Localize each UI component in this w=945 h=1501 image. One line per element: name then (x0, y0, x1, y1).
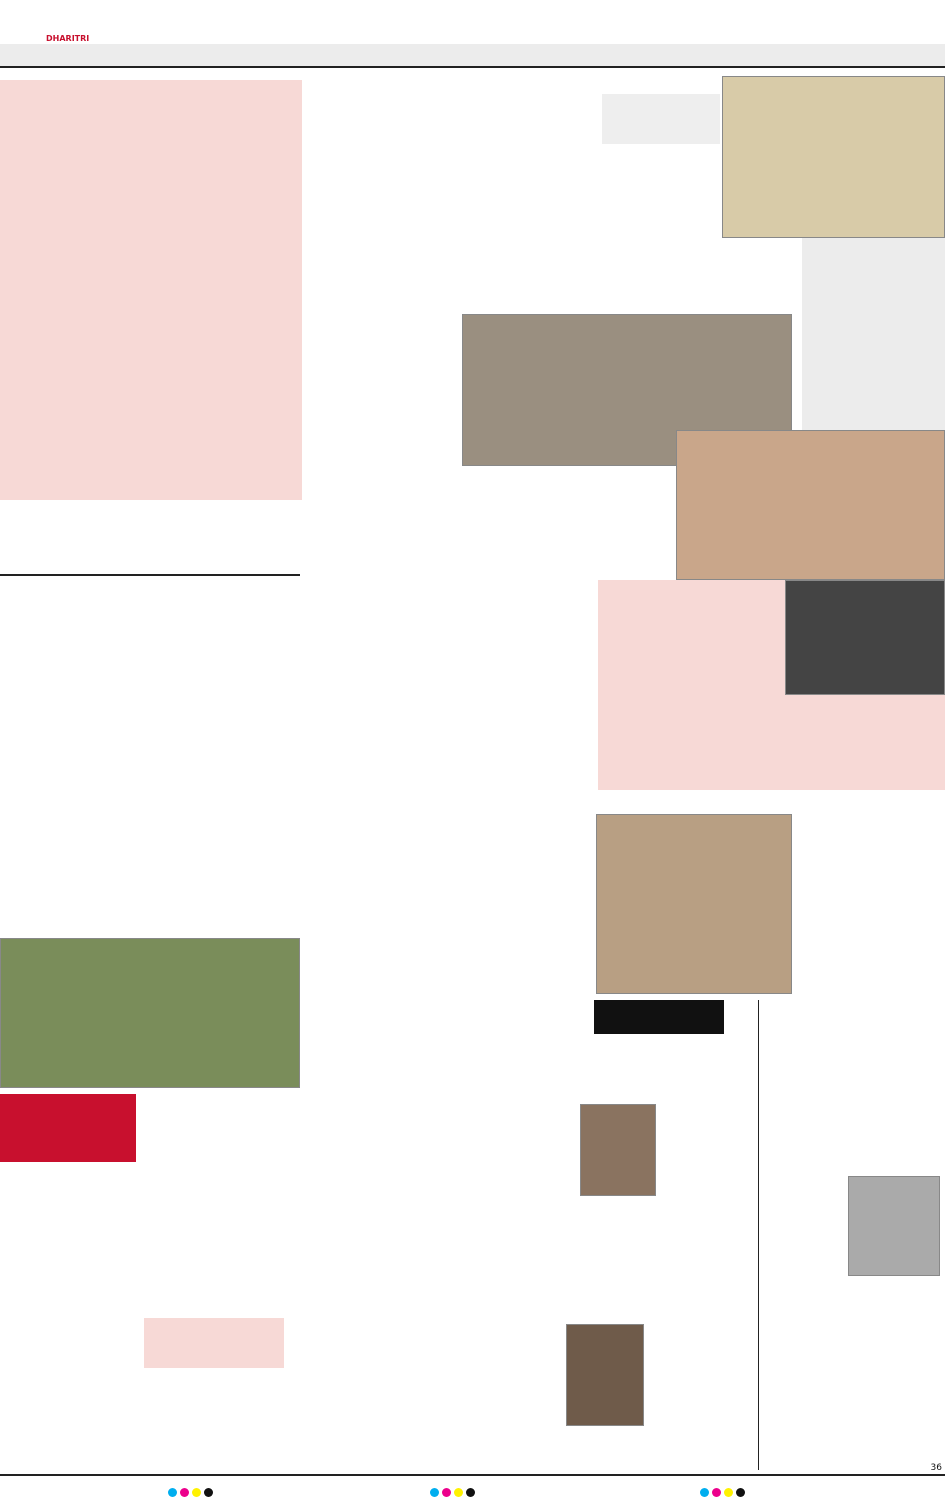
phone-card-image (596, 814, 792, 994)
masthead-rule (0, 66, 945, 68)
color-registration-marks-3 (700, 1482, 748, 1501)
survey-body (4, 1170, 564, 1470)
chained-money-image (676, 430, 945, 580)
reaction-item2-sign (566, 1444, 756, 1458)
survey-tag (0, 1094, 136, 1162)
survey-callout (144, 1318, 284, 1368)
reaction-item1-body (660, 1070, 756, 1190)
reaction-item1-title (594, 1040, 754, 1068)
color-registration-marks (168, 1482, 216, 1501)
terror-heading (616, 572, 786, 614)
color-registration-marks-2 (430, 1482, 478, 1501)
logo (8, 4, 128, 34)
reaction-item1-sign (594, 1254, 754, 1268)
reaction-divider (758, 1000, 759, 1470)
folio: 36 (930, 1463, 942, 1473)
middle-body (304, 592, 594, 1132)
section-title (380, 4, 580, 38)
digital-body (798, 796, 943, 994)
headline-line1 (275, 84, 610, 148)
reaction-item3-title (764, 1020, 942, 1064)
reaction-item2-title (594, 1282, 754, 1312)
reaction-item2-photo (566, 1324, 644, 1426)
terror-body (604, 620, 939, 785)
reaction-item3-photo (848, 1176, 940, 1276)
reaction-item2-body (650, 1320, 756, 1440)
reaction-label (594, 1000, 724, 1034)
women-heading (4, 582, 300, 608)
footer-rule (0, 1474, 945, 1476)
path-heading (308, 314, 453, 344)
page-number (868, 2, 940, 40)
side-tag (602, 94, 720, 144)
currency-notes-image (722, 76, 945, 238)
intro-text (10, 92, 295, 492)
women-top-rule (0, 574, 300, 576)
reaction-item3-sign (764, 1452, 942, 1466)
dateline-bar (0, 44, 945, 66)
logo-sub: DHARITRI (46, 34, 90, 43)
digital-heading (604, 792, 784, 814)
reaction-item1-photo (580, 1104, 656, 1196)
farm-worker-image (0, 938, 300, 1088)
women-body (4, 612, 294, 932)
